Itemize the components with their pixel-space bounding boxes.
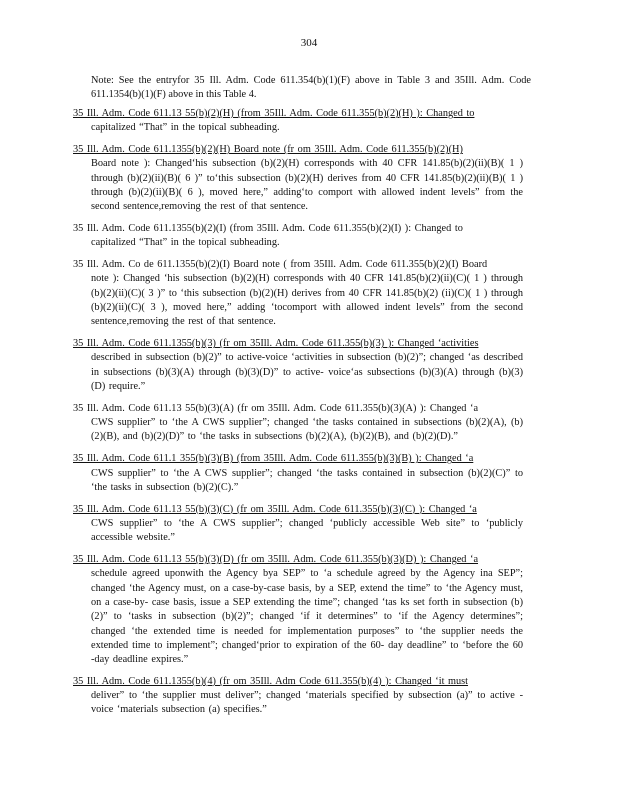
entry-change-description: note ): Changed ‘his subsection (b)(2)(H) corresponds with 40 CFR 141.85(b)(2)(ii)(C)( 1 ) through (b)(2)(ii)(C)( 3 )” to ‘this subsection (b)(2)(H) derives from 40 CFR 141.85(b)(2) (ii)(C)( 1 ) through (b)(2)(ii)(C)( 3 ), moved here,” adding ‘tocomport with allowed indent levels” from the second sentence,removing the rest of that sentence. bbox=[91, 273, 523, 328]
entry-change-description: CWS supplier” to ‘the A CWS supplier”; changed ‘the tasks contained in subsections (b)(2)(A), (b)(2)(B), and (b)(2)(D)” to ‘the tasks in subsections (b)(2)(A), (b)(2)(B), and (b)(2)(D).” bbox=[91, 417, 523, 443]
entry-citation-line: 35 Ill. Adm. Code 611.13 55(b)(3)(C) (fr om 35Ill. Adm. Code 611.355(b)(3)(C) ): Changed ‘a bbox=[73, 503, 477, 515]
entry-change-description: schedule agreed uponwith the Agency bya SEP” to ‘a schedule agreed by the Agency ina SEP”; changed ‘the Agency must, on a case-by-case basis, by a SEP, extend the time” to ‘the Agency must, on a case-by- case basis, issue a SEP extending the time”; changed ‘tas ks set forth in subsection (b)(2)” to ‘tasks in subsection (b)(2)”; changed ‘if it determines” to ‘if the Agency determines”; changed ‘the extended time is needed for implementation purposes” to ‘the supplier needs the extended time to implement”; changed‘prior to expiration of the 60- day deadline” to ‘before the 60 -day deadline expires.” bbox=[91, 568, 523, 666]
entry-citation-line: 35 Ill. Adm. Code 611.1355(b)(4) (fr om 35Ill. Adm Code 611.355(b)(4) ): Changed ‘it must bbox=[73, 675, 469, 687]
amendment-entry bbox=[73, 553, 523, 667]
table-note: Note: See the entryfor 35 Ill. Adm. Code 611.354(b)(1)(F) above in Table 3 and 35Ill. Adm. Code 611.1354(b)(1)(F) above in this Table 4. bbox=[91, 75, 531, 101]
entry-citation-line: 35 Ill. Adm. Code 611.1355(b)(3) (fr om 35Ill. Adm. Code 611.355(b)(3) ): Changed ‘activities bbox=[73, 338, 479, 350]
entry-citation-line: 35 Ill. Adm. Code 611.13 55(b)(3)(D) (fr om 35Ill. Adm. Code 611.355(b)(3)(D) ): Changed ‘a bbox=[73, 554, 479, 566]
amendment-entry bbox=[73, 452, 523, 495]
entry-change-description: capitalized “That” in the topical subheading. bbox=[91, 122, 280, 134]
amendment-entry bbox=[73, 675, 523, 718]
page-number: 304 bbox=[300, 37, 318, 49]
entry-change-description: capitalized “That” in the topical subheading. bbox=[91, 237, 280, 249]
amendment-entry bbox=[73, 258, 523, 329]
amendment-entry bbox=[73, 222, 523, 251]
entry-change-description: described in subsection (b)(2)” to active-voice ‘activities in subsection (b)(2)”; changed ‘as described in subsections (b)(3)(A) through (b)(3)(D)” to active- voice‘as subsections (b)(3)(A) through (b)(3)(D) require.” bbox=[91, 352, 523, 393]
amendment-entry bbox=[73, 503, 523, 546]
entry-change-description: CWS supplier” to ‘the A CWS supplier”; changed ‘the tasks contained in subsection (b)(2)(C)” to ‘the tasks in subsection (b)(2)(C).” bbox=[91, 467, 523, 493]
amendment-entry bbox=[73, 337, 523, 394]
entry-change-description: deliver” to ‘the supplier must deliver”; changed ‘materials specified by subsection (a)” to active -voice ‘materials subsection (a) specifies.” bbox=[91, 690, 523, 716]
amendment-entry bbox=[73, 107, 523, 136]
entry-change-description: CWS supplier” to ‘the A CWS supplier”; changed ‘publicly accessible Web site” to ‘publicly accessible website.” bbox=[91, 517, 523, 544]
entry-citation-line: 35 Ill. Adm. Code 611.13 55(b)(2)(H) (from 35Ill. Adm. Code 611.355(b)(2)(H) ): Changed to bbox=[73, 108, 475, 119]
entry-citation-line: 35 Ill. Adm. Co de 611.1355(b)(2)(I) Board note ( from 35Ill. Adm. Code 611.355(b)(2)(I) Board bbox=[73, 259, 488, 271]
entry-citation-line: 35 Ill. Adm. Code 611.1 355(b)(3)(B) (from 35Ill. Adm. Code 611.355(b)(3)(B) ): Changed ‘a bbox=[73, 453, 474, 465]
entry-citation-line: 35 Ill. Adm. Code 611.13 55(b)(3)(A) (fr om 35Ill. Adm. Code 611.355(b)(3)(A) ): Changed ‘a bbox=[73, 402, 479, 414]
entry-citation-line: 35 Ill. Adm. Code 611.1355(b)(2)(I) (from 35Ill. Adm. Code 611.355(b)(2)(I) ): Changed to bbox=[73, 223, 463, 235]
entry-change-description: Board note ): Changed‘his subsection (b)(2)(H) corresponds with 40 CFR 141.85(b)(2)(ii)(B)( 1 ) through (b)(2)(ii)(B)( 6 )” to‘this subsection (b)(2)(H) derives from 40 CFR 141.85(b)(2)(ii)(B)( 1 ) through (b)(2)(ii)(B)( 6 ), moved here,” adding‘to comport with allowed indent levels” from the second sentence,removing the rest of that sentence. bbox=[91, 158, 523, 213]
entry-citation-line: 35 Ill. Adm. Code 611.1355(b)(2)(H) Board note (fr om 35Ill. Adm. Code 611.355(b)(2)(H) bbox=[73, 144, 463, 156]
amendment-entries bbox=[73, 107, 523, 725]
amendment-entry bbox=[73, 143, 523, 214]
amendment-entry bbox=[73, 402, 523, 445]
